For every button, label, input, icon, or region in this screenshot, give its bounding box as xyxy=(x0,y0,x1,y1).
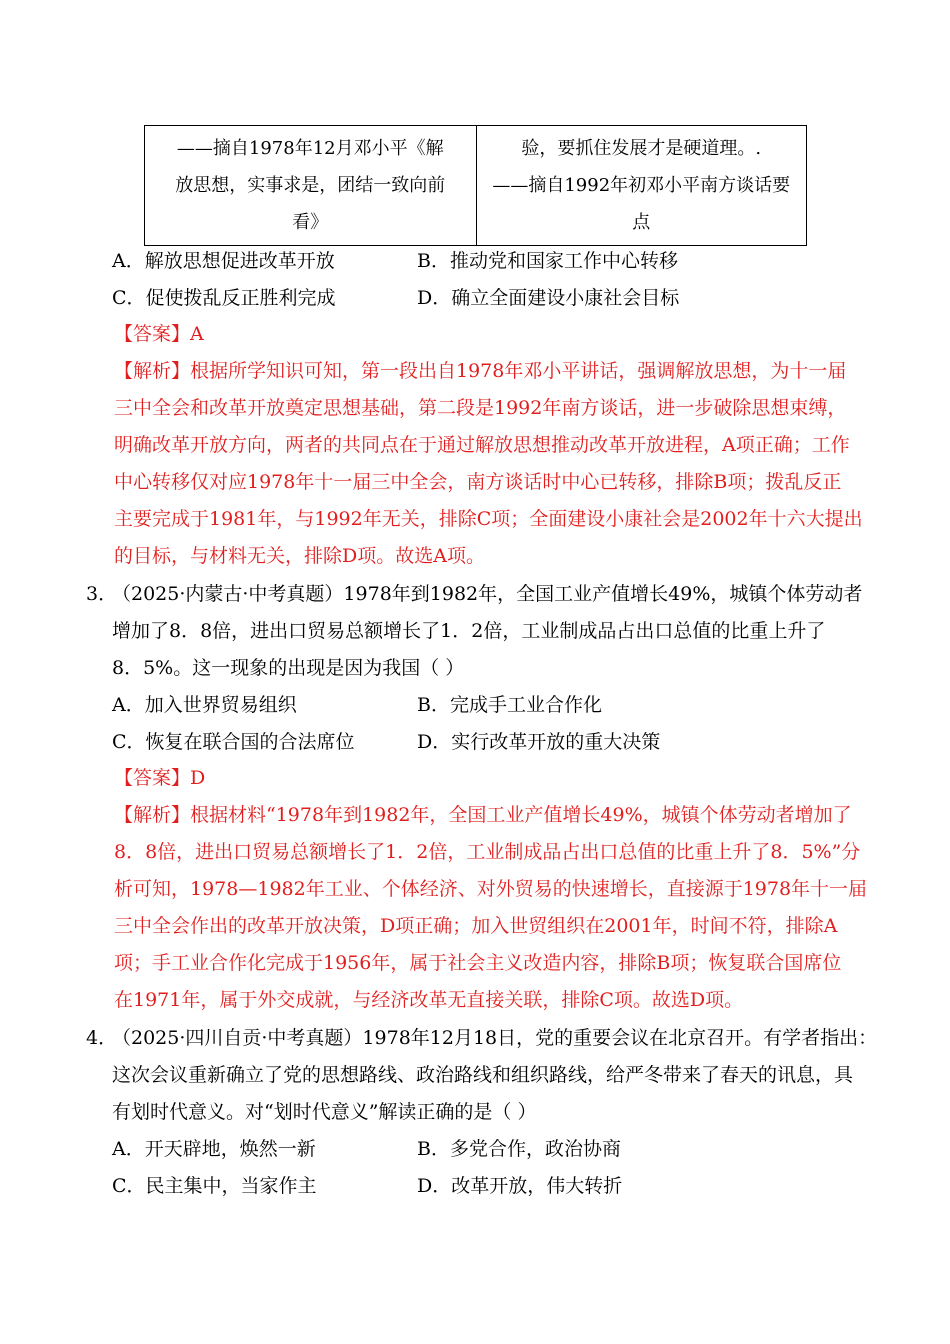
source-right-line: ——摘自1992年初邓小平南方谈话要 xyxy=(492,175,791,196)
q3-option-c: C．恢复在联合国的合法席位 xyxy=(112,731,355,753)
source-right-line: 验，要抓住发展才是硬道理。. xyxy=(521,138,762,159)
q3-option-b: B．完成手工业合作化 xyxy=(417,694,602,716)
q4-stem-line: 有划时代意义。对“划时代意义”解读正确的是（ ） xyxy=(112,1101,537,1123)
q3-number: 3． xyxy=(86,583,118,605)
q2-analysis-line: 中心转移仅对应1978年十一届三中全会，南方谈话时中心已转移，排除B项；拨乱反正 xyxy=(114,471,842,493)
q4-stem xyxy=(112,1020,878,1131)
q3-stem-line: 8．5%。这一现象的出现是因为我国（ ） xyxy=(112,657,465,679)
q3-options-row-1 xyxy=(112,687,892,724)
q3-analysis-line: 【解析】根据材料“1978年到1982年，全国工业产值增长49%，城镇个体劳动者增加了 xyxy=(114,804,852,826)
q4-options-row-2 xyxy=(112,1168,892,1205)
q4-stem-line: 这次会议重新确立了党的思想路线、政治路线和组织路线，给严冬带来了春天的讯息，具 xyxy=(112,1064,854,1086)
q2-analysis xyxy=(114,353,876,575)
q4-stem-line: （2025·四川自贡·中考真题）1978年12月18日，党的重要会议在北京召开。有学者指出： xyxy=(112,1027,878,1049)
q4-number: 4． xyxy=(86,1027,118,1049)
q3-option-a: A．加入世界贸易组织 xyxy=(112,694,297,716)
q2-analysis-line: 主要完成于1981年，与1992年无关，排除C项；全面建设小康社会是2002年十六大提出 xyxy=(114,508,863,530)
q3-analysis-line: 析可知，1978—1982年工业、个体经济、对外贸易的快速增长，直接源于1978年十一届 xyxy=(114,878,868,900)
source-table xyxy=(144,125,807,246)
q4-option-d: D．改革开放，伟大转折 xyxy=(417,1175,623,1197)
q4-option-a: A．开天辟地，焕然一新 xyxy=(112,1138,316,1160)
q3-stem-line: （2025·内蒙古·中考真题）1978年到1982年，全国工业产值增长49%，城镇个体劳动者 xyxy=(112,583,863,605)
q3-analysis xyxy=(114,797,876,1019)
q4-options-row-1 xyxy=(112,1131,892,1168)
q3-analysis-line: 8．8倍，进出口贸易总额增长了1．2倍，工业制成品占出口总值的比重上升了8．5%”分 xyxy=(114,841,861,863)
source-left-line: ——摘自1978年12月邓小平《解 xyxy=(176,138,444,159)
source-left-line: 看》 xyxy=(292,212,329,233)
q2-option-b: B．推动党和国家工作中心转移 xyxy=(417,250,678,272)
q2-option-d: D．确立全面建设小康社会目标 xyxy=(417,287,680,309)
q2-options-row-2 xyxy=(112,280,892,317)
q3-analysis-line: 在1971年，属于外交成就，与经济改革无直接关联，排除C项。故选D项。 xyxy=(114,989,744,1011)
source-right-line: 点 xyxy=(632,212,651,233)
q2-analysis-line: 的目标，与材料无关，排除D项。故选A项。 xyxy=(114,545,485,567)
q2-options-row-1 xyxy=(112,243,892,280)
q2-option-c: C．促使拨乱反正胜利完成 xyxy=(112,287,336,309)
q3-stem xyxy=(112,576,874,687)
q3-answer: 【答案】D xyxy=(114,767,206,789)
q3-analysis-line: 三中全会作出的改革开放决策，D项正确；加入世贸组织在2001年，时间不符，排除A xyxy=(114,915,838,937)
q3-stem-line: 增加了8．8倍，进出口贸易总额增长了1．2倍，工业制成品占出口总值的比重上升了 xyxy=(112,620,826,642)
q2-option-a: A．解放思想促进改革开放 xyxy=(112,250,335,272)
q2-analysis-line: 明确改革开放方向，两者的共同点在于通过解放思想推动改革开放进程，A项正确；工作 xyxy=(114,434,850,456)
q4-option-c: C．民主集中，当家作主 xyxy=(112,1175,317,1197)
q2-analysis-line: 【解析】根据所学知识可知，第一段出自1978年邓小平讲话，强调解放思想，为十一届 xyxy=(114,360,847,382)
q3-options-row-2 xyxy=(112,724,892,761)
source-cell-left xyxy=(145,126,476,245)
source-left-line: 放思想，实事求是，团结一致向前 xyxy=(175,175,446,196)
q4-option-b: B．多党合作，政治协商 xyxy=(417,1138,621,1160)
q3-analysis-line: 项；手工业合作化完成于1956年，属于社会主义改造内容，排除B项；恢复联合国席位 xyxy=(114,952,842,974)
q2-analysis-line: 三中全会和改革开放奠定思想基础，第二段是1992年南方谈话，进一步破除思想束缚， xyxy=(114,397,847,419)
source-cell-right xyxy=(476,126,807,245)
q2-answer: 【答案】A xyxy=(114,323,204,345)
q3-option-d: D．实行改革开放的重大决策 xyxy=(417,731,661,753)
